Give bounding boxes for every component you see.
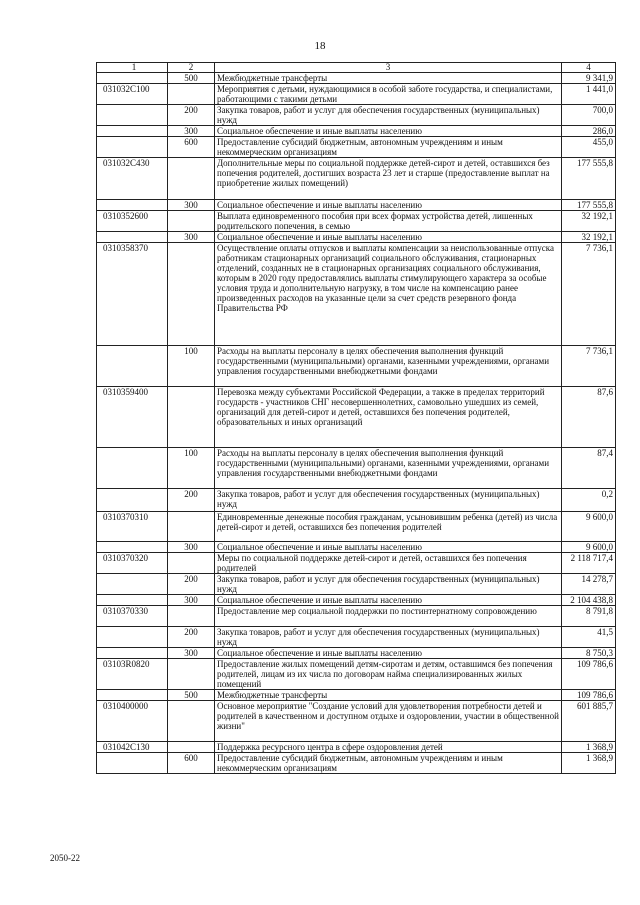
row-amount: 2 118 717,4 (562, 553, 616, 574)
table-row (97, 200, 616, 211)
row-amount: 1 368,9 (562, 753, 616, 774)
row-code: 0310358370 (97, 243, 168, 346)
row-name: Межбюджетные трансферты (215, 73, 562, 84)
table-row (97, 84, 616, 105)
row-name: Мероприятия с детьми, нуждающимися в особой заботе государства, и специалистами, работающими с такими детьми (215, 84, 562, 105)
row-expense-type: 100 (168, 346, 215, 387)
row-expense-type (168, 243, 215, 346)
row-amount: 7 736,1 (562, 243, 616, 346)
row-expense-type: 500 (168, 73, 215, 84)
row-name: Предоставление жилых помещений детям-сиротам и детям, оставшимся без попечения родителей, лицам из их числа по договорам найма специализированных жилых помещений (215, 659, 562, 690)
row-code: 0310370320 (97, 553, 168, 574)
row-amount: 9 600,0 (562, 512, 616, 542)
row-code (97, 232, 168, 243)
row-amount: 177 555,8 (562, 158, 616, 200)
row-name: Предоставление мер социальной поддержки по постинтернатному сопровождению (215, 606, 562, 627)
row-expense-type: 200 (168, 105, 215, 126)
row-code: 0310370310 (97, 512, 168, 542)
row-name: Предоставление субсидий бюджетным, автономным учреждениям и иным некоммерческим организациям (215, 753, 562, 774)
header-col-2: 2 (168, 63, 215, 73)
table-row (97, 387, 616, 448)
row-expense-type: 100 (168, 448, 215, 489)
row-expense-type (168, 659, 215, 690)
row-name: Расходы на выплаты персоналу в целях обеспечения выполнения функций государственными (муниципальными) органами, казенными учреждениями, органами управления государственными внебюджетными фондами (215, 448, 562, 489)
row-name: Социальное обеспечение и иные выплаты населению (215, 648, 562, 659)
row-amount: 32 192,1 (562, 211, 616, 232)
row-code (97, 137, 168, 158)
row-expense-type: 300 (168, 126, 215, 137)
table-row (97, 574, 616, 595)
row-expense-type: 600 (168, 137, 215, 158)
row-expense-type (168, 512, 215, 542)
row-expense-type: 300 (168, 595, 215, 606)
row-amount: 177 555,8 (562, 200, 616, 211)
row-name: Закупка товаров, работ и услуг для обеспечения государственных (муниципальных) нужд (215, 574, 562, 595)
row-code: 031032С430 (97, 158, 168, 200)
row-expense-type (168, 387, 215, 448)
row-code: 0310352600 (97, 211, 168, 232)
row-expense-type (168, 701, 215, 742)
row-code: 03103R0820 (97, 659, 168, 690)
row-name: Предоставление субсидий бюджетным, автономным учреждениям и иным некоммерческим организациям (215, 137, 562, 158)
row-name: Закупка товаров, работ и услуг для обеспечения государственных (муниципальных) нужд (215, 627, 562, 648)
row-amount: 8 750,3 (562, 648, 616, 659)
table-row (97, 690, 616, 701)
table-row (97, 105, 616, 126)
table-row (97, 542, 616, 553)
table-row (97, 606, 616, 627)
row-name: Социальное обеспечение и иные выплаты населению (215, 595, 562, 606)
row-expense-type: 200 (168, 489, 215, 512)
row-amount: 14 278,7 (562, 574, 616, 595)
table-header-row (97, 63, 616, 73)
row-code (97, 346, 168, 387)
table-row (97, 553, 616, 574)
row-code: 0310400000 (97, 701, 168, 742)
table-row (97, 126, 616, 137)
row-code (97, 200, 168, 211)
row-code (97, 126, 168, 137)
row-name: Поддержка ресурсного центра в сфере оздоровления детей (215, 742, 562, 753)
table-row (97, 158, 616, 200)
row-expense-type (168, 553, 215, 574)
row-amount: 0,2 (562, 489, 616, 512)
table-row (97, 512, 616, 542)
row-name: Социальное обеспечение и иные выплаты населению (215, 200, 562, 211)
table-row (97, 211, 616, 232)
row-amount: 601 885,7 (562, 701, 616, 742)
table-row (97, 73, 616, 84)
table-row (97, 742, 616, 753)
header-col-1: 1 (97, 63, 168, 73)
budget-table (96, 62, 616, 774)
row-amount: 286,0 (562, 126, 616, 137)
row-name: Выплата единовременного пособия при всех формах устройства детей, лишенных родительского попечения, в семью (215, 211, 562, 232)
table-row (97, 753, 616, 774)
table-row (97, 659, 616, 690)
row-code (97, 574, 168, 595)
table-row (97, 489, 616, 512)
table-row (97, 448, 616, 489)
header-col-4: 4 (562, 63, 616, 73)
row-amount: 1 441,0 (562, 84, 616, 105)
row-name: Социальное обеспечение и иные выплаты населению (215, 126, 562, 137)
row-name: Социальное обеспечение и иные выплаты населению (215, 232, 562, 243)
row-expense-type (168, 211, 215, 232)
row-amount: 2 104 438,8 (562, 595, 616, 606)
row-name: Единовременные денежные пособия гражданам, усыновившим ребенка (детей) из числа детей-сирот и детей, оставшихся без попечения родителей (215, 512, 562, 542)
row-name: Межбюджетные трансферты (215, 690, 562, 701)
table-row (97, 243, 616, 346)
row-amount: 455,0 (562, 137, 616, 158)
row-amount: 32 192,1 (562, 232, 616, 243)
row-name: Осуществление оплаты отпусков и выплаты компенсации за неиспользованные отпуска работникам стационарных организаций социального обслуживания, стационарных отделений, созданных не в стационарных организациях социального обслуживания, которым в 2020 году предоставлялись выплаты стимулирующего характера за особые условия труда и дополнительную нагрузку, в том числе на компенсацию ранее произведенных расходов на указанные цели за счет средств резервного фонда Правительства РФ (215, 243, 562, 346)
row-amount: 1 368,9 (562, 742, 616, 753)
row-expense-type (168, 158, 215, 200)
table-row (97, 648, 616, 659)
row-code: 0310370330 (97, 606, 168, 627)
row-expense-type (168, 84, 215, 105)
row-name: Меры по социальной поддержке детей-сирот и детей, оставшихся без попечения родителей (215, 553, 562, 574)
row-code: 031042С130 (97, 742, 168, 753)
row-code (97, 542, 168, 553)
row-name: Дополнительные меры по социальной поддержке детей-сирот и детей, оставшихся без попечения родителей, достигших возраста 23 лет и старше (предоставление выплат на приобретение жилых помещений) (215, 158, 562, 200)
row-expense-type: 600 (168, 753, 215, 774)
document-code: 2050-22 (50, 853, 80, 863)
row-expense-type: 300 (168, 200, 215, 211)
row-code (97, 648, 168, 659)
row-expense-type: 300 (168, 648, 215, 659)
row-code (97, 489, 168, 512)
row-code (97, 105, 168, 126)
row-name: Социальное обеспечение и иные выплаты населению (215, 542, 562, 553)
row-expense-type: 200 (168, 627, 215, 648)
row-amount: 87,6 (562, 387, 616, 448)
row-amount: 87,4 (562, 448, 616, 489)
row-name: Основное мероприятие "Создание условий для удовлетворения потребности детей и родителей в качественном и доступном отдыхе и оздоровлении, участии в общественной жизни" (215, 701, 562, 742)
row-amount: 9 341,9 (562, 73, 616, 84)
header-col-3: 3 (215, 63, 562, 73)
row-name: Закупка товаров, работ и услуг для обеспечения государственных (муниципальных) нужд (215, 105, 562, 126)
table-row (97, 595, 616, 606)
row-code (97, 73, 168, 84)
row-code (97, 627, 168, 648)
row-code (97, 595, 168, 606)
row-name: Закупка товаров, работ и услуг для обеспечения государственных (муниципальных) нужд (215, 489, 562, 512)
row-expense-type (168, 742, 215, 753)
table-row (97, 346, 616, 387)
row-expense-type: 500 (168, 690, 215, 701)
row-expense-type: 300 (168, 232, 215, 243)
table-row (97, 701, 616, 742)
row-name: Перевозка между субъектами Российской Федерации, а также в пределах территорий государств - участников СНГ несовершеннолетних, самовольно ушедших из семей, организаций для детей-сирот и детей, оставшихся без попечения родителей, образовательных и иных организаций (215, 387, 562, 448)
row-amount: 41,5 (562, 627, 616, 648)
table-row (97, 232, 616, 243)
table-row (97, 627, 616, 648)
row-amount: 8 791,8 (562, 606, 616, 627)
row-code (97, 753, 168, 774)
page-number: 18 (314, 40, 326, 52)
row-expense-type (168, 606, 215, 627)
row-amount: 109 786,6 (562, 690, 616, 701)
row-name: Расходы на выплаты персоналу в целях обеспечения выполнения функций государственными (муниципальными) органами, казенными учреждениями, органами управления государственными внебюджетными фондами (215, 346, 562, 387)
row-code (97, 448, 168, 489)
table-row (97, 137, 616, 158)
row-amount: 109 786,6 (562, 659, 616, 690)
row-expense-type: 300 (168, 542, 215, 553)
row-amount: 9 600,0 (562, 542, 616, 553)
row-amount: 700,0 (562, 105, 616, 126)
row-code: 0310359400 (97, 387, 168, 448)
row-expense-type: 200 (168, 574, 215, 595)
row-amount: 7 736,1 (562, 346, 616, 387)
row-code (97, 690, 168, 701)
row-code: 031032С100 (97, 84, 168, 105)
